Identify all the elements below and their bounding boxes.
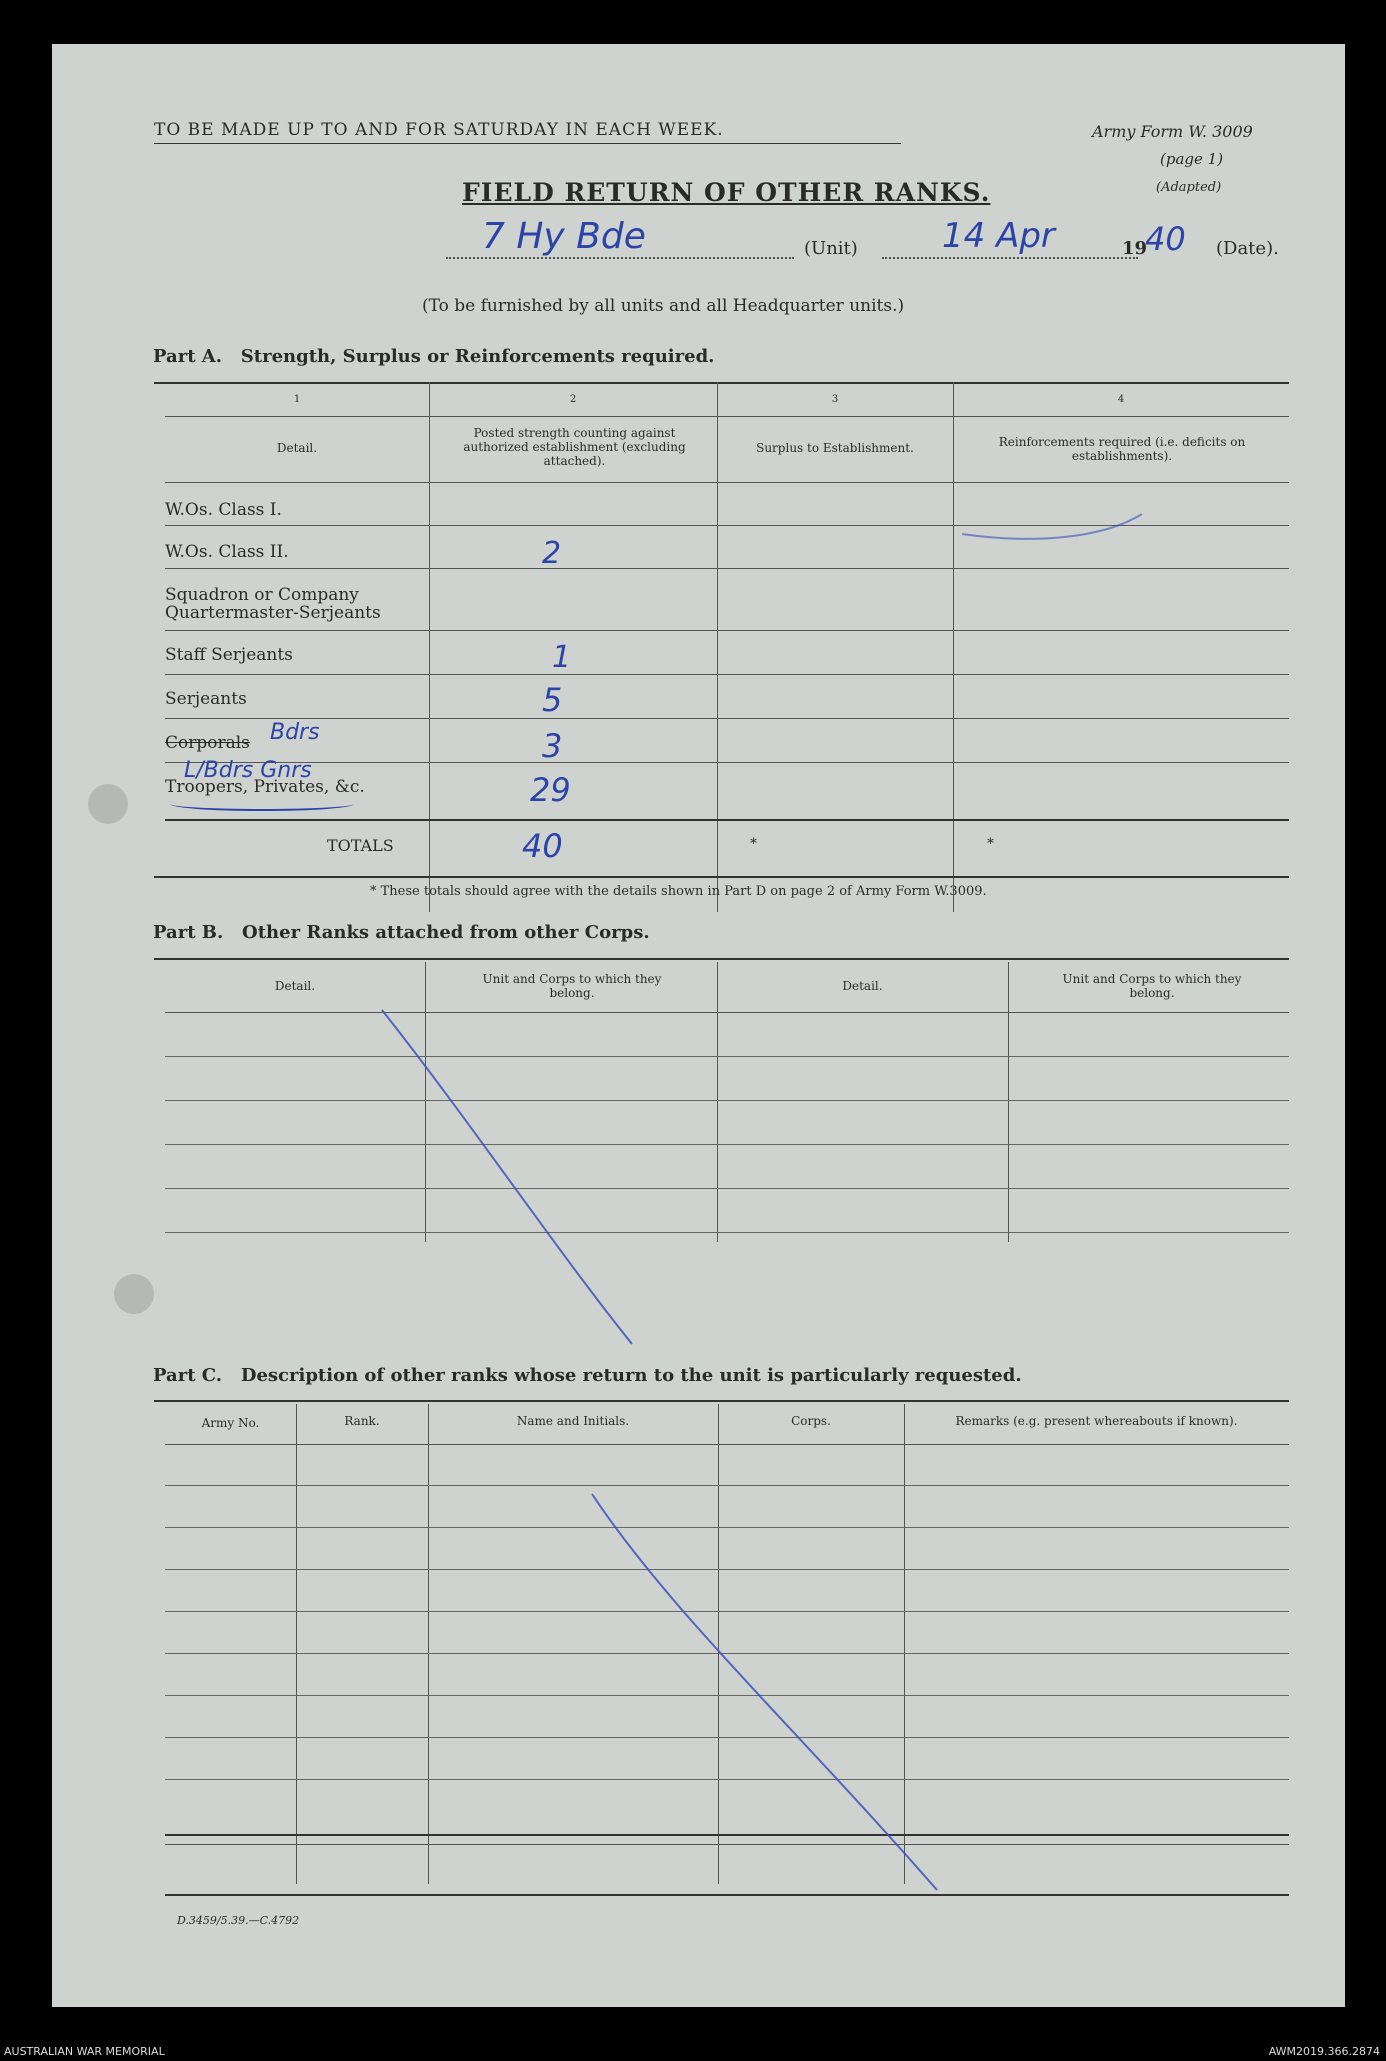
posted-staff-serjeants: 1 <box>552 640 572 675</box>
posted-wo-class-2: 2 <box>542 536 562 571</box>
unit-value: 7 Hy Bde <box>482 216 646 257</box>
instruction-text: TO BE MADE UP TO AND FOR SATURDAY IN EACH WEEK. <box>154 120 724 140</box>
archive-id: AWM2019.366.2874 <box>1268 2045 1380 2058</box>
posted-troopers: 29 <box>530 771 571 809</box>
col-number-1: 1 <box>293 394 301 405</box>
archive-footer <box>0 2040 1386 2061</box>
adapted-note: (Adapted) <box>1156 180 1222 195</box>
part-c-heading: Part C. Description of other ranks whose return to the unit is particularly requested. <box>153 1365 1022 1386</box>
part-c-col-rank: Rank. <box>344 1414 380 1428</box>
col-header-reinforcements: Reinforcements required (i.e. deficits on establishments). <box>998 435 1246 463</box>
pencil-crossout-mark <box>52 44 1345 2007</box>
col-header-detail: Detail. <box>276 441 318 455</box>
part-b-heading: Part B. Other Ranks attached from other Corps. <box>153 922 650 943</box>
row-label-quartermaster-serjeants: Squadron or Company Quartermaster-Serjeants <box>165 585 381 623</box>
date-value: 14 Apr <box>942 216 1055 256</box>
form-page <box>52 44 1345 2007</box>
col-number-3: 3 <box>831 394 839 405</box>
col-number-2: 2 <box>569 394 577 405</box>
row-label-troopers: Troopers, Privates, &c. <box>165 777 365 797</box>
col-header-surplus: Surplus to Establishment. <box>756 441 914 455</box>
posted-serjeants: 5 <box>542 681 563 719</box>
form-number: Army Form W. 3009 <box>1092 122 1253 141</box>
part-a-footnote: * These totals should agree with the details shown in Part D on page 2 of Army Form W.3009. <box>370 884 987 899</box>
part-c-col-name: Name and Initials. <box>516 1414 630 1428</box>
form-title: FIELD RETURN OF OTHER RANKS. <box>462 178 991 207</box>
part-c-col-remarks: Remarks (e.g. present whereabouts if known). <box>955 1414 1238 1428</box>
troopers-annotation: L/Bdrs Gnrs <box>184 758 312 783</box>
totals-label: TOTALS <box>327 836 394 855</box>
year-prefix: 19 <box>1122 238 1148 259</box>
part-b-col-unit-1: Unit and Corps to which they belong. <box>482 972 662 1000</box>
surplus-asterisk: * <box>750 836 757 852</box>
part-c-col-army-no: Army No. <box>201 1416 260 1430</box>
part-b-col-detail-1: Detail. <box>274 979 316 993</box>
row-label-wo-class-1: W.Os. Class I. <box>165 500 282 520</box>
year-suffix: 40 <box>1145 220 1186 258</box>
reinforcements-asterisk: * <box>987 836 994 852</box>
furnished-note: (To be furnished by all units and all Headquarter units.) <box>422 296 905 316</box>
part-a-heading: Part A. Strength, Surplus or Reinforcements required. <box>153 346 715 367</box>
row-label-staff-serjeants: Staff Serjeants <box>165 645 293 665</box>
totals-value: 40 <box>522 827 563 865</box>
col-header-posted: Posted strength counting against authorized establishment (excluding attached). <box>463 426 686 468</box>
row-label-wo-class-2: W.Os. Class II. <box>165 542 289 562</box>
corporals-annotation: Bdrs <box>270 720 320 745</box>
print-code: D.3459/5.39.—C.4792 <box>177 1914 300 1927</box>
col-number-4: 4 <box>1117 394 1125 405</box>
row-label-corporals: Corporals <box>165 733 250 753</box>
part-b-col-unit-2: Unit and Corps to which they belong. <box>1062 972 1242 1000</box>
row-label-serjeants: Serjeants <box>165 689 247 709</box>
page-number: (page 1) <box>1160 150 1224 168</box>
date-label: (Date). <box>1216 238 1279 259</box>
part-c-col-corps: Corps. <box>791 1414 831 1428</box>
part-b-col-detail-2: Detail. <box>842 979 883 993</box>
unit-label: (Unit) <box>804 238 858 259</box>
archive-name: AUSTRALIAN WAR MEMORIAL <box>4 2045 165 2058</box>
posted-corporals: 3 <box>542 727 563 765</box>
